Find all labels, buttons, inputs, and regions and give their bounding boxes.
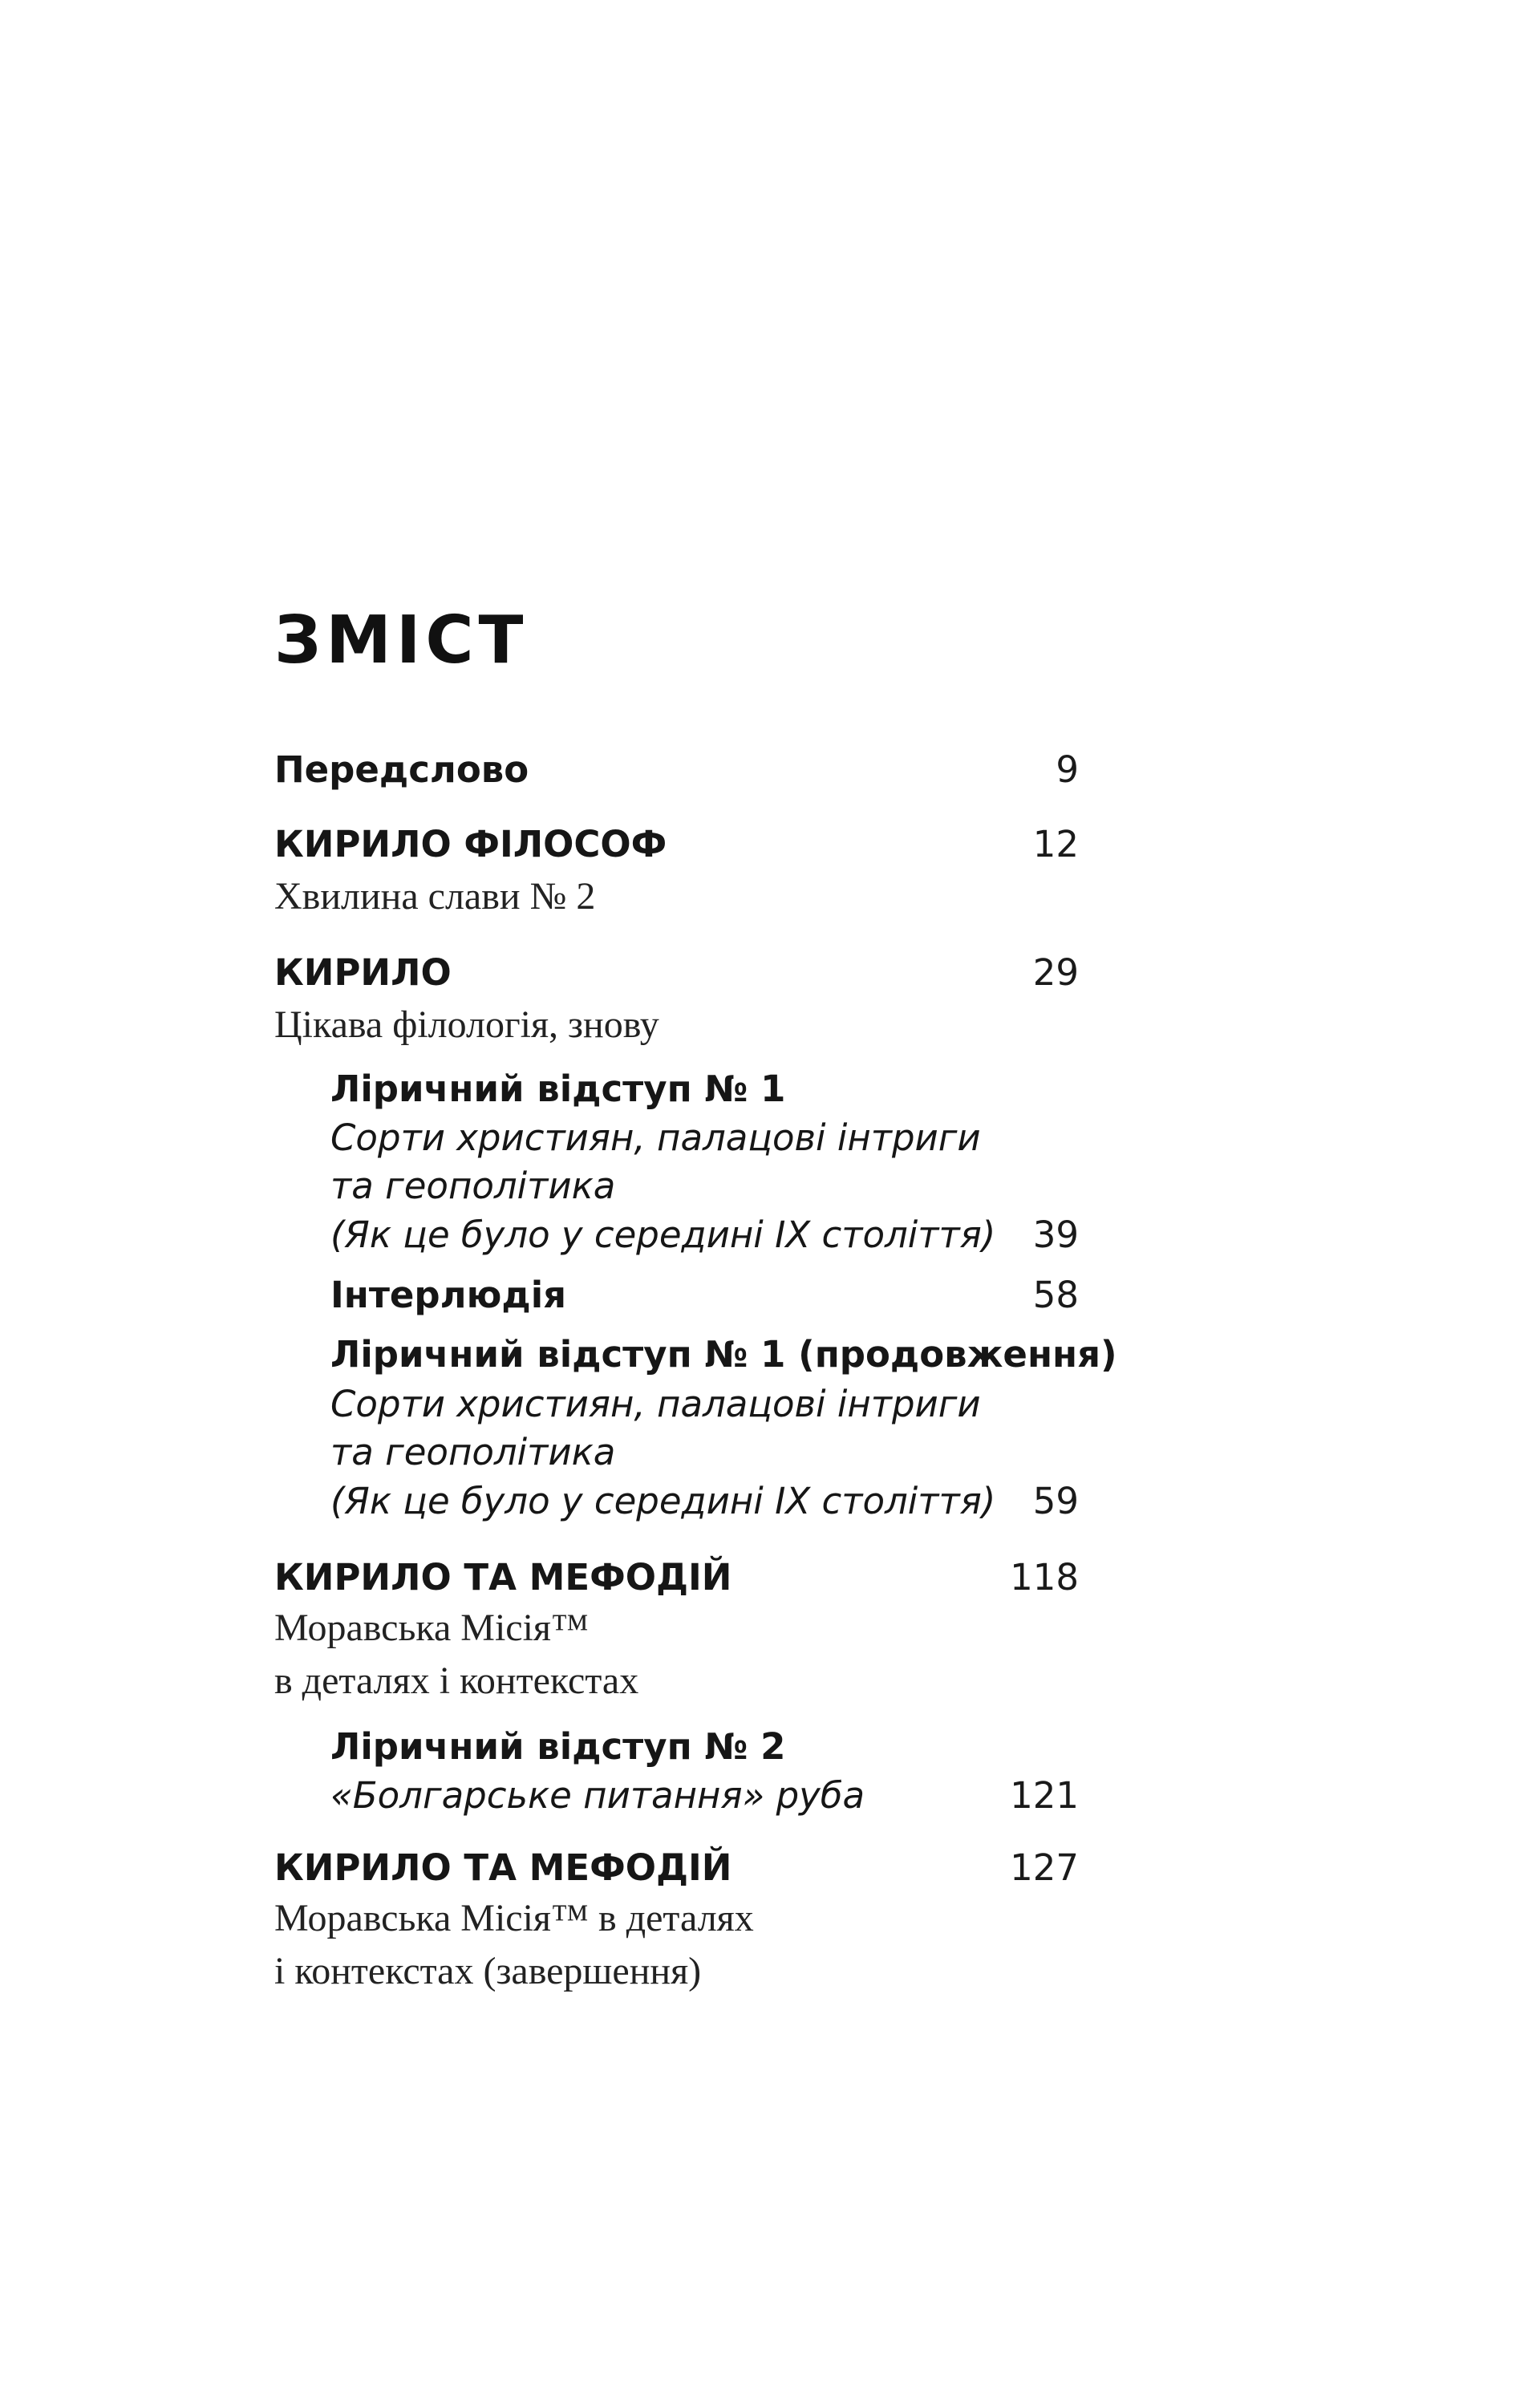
toc-subtitle: Моравська Місія™ (274, 1607, 590, 1649)
toc-description-line: та геополітика (330, 1431, 616, 1473)
toc-subtitle: Хвилина слави № 2 (274, 875, 596, 918)
toc-heading-section: Ліричний відступ № 2 (330, 1725, 786, 1768)
toc-subtitle: в деталях і контекстах (274, 1659, 639, 1702)
toc-description-line: та геополітика (330, 1165, 616, 1207)
toc-heading-chapter: КИРИЛО ФІЛОСОФ (274, 823, 667, 865)
toc-page-number: 58 (1032, 1274, 1079, 1316)
toc-heading-chapter: КИРИЛО (274, 951, 452, 994)
toc-heading-section: Інтерлюдія (330, 1274, 567, 1316)
toc-description-line: Сорти християн, палацові інтриги (330, 1383, 981, 1425)
toc-subtitle: Моравська Місія™ в деталях (274, 1897, 754, 1939)
toc-page-number: 127 (1010, 1846, 1079, 1889)
toc-page-number: 118 (1010, 1556, 1079, 1599)
toc-page-number: 39 (1032, 1214, 1079, 1256)
toc-heading-section: Ліричний відступ № 1 (продовження) (330, 1333, 1117, 1376)
toc-page-number: 9 (1056, 748, 1079, 791)
toc-page-number: 59 (1032, 1480, 1079, 1522)
toc-description-line: (Як це було у середині IX століття) (330, 1480, 996, 1522)
toc-page-number: 12 (1032, 823, 1079, 865)
toc-heading-chapter: КИРИЛО ТА МЕФОДІЙ (274, 1846, 732, 1889)
page-title: ЗМІСТ (274, 602, 529, 679)
toc-page-number: 121 (1010, 1774, 1079, 1817)
toc-description-line: Сорти християн, палацові інтриги (330, 1116, 981, 1159)
toc-subtitle: Цікава філологія, знову (274, 1003, 659, 1046)
toc-subtitle: і контекстах (завершення) (274, 1950, 702, 1992)
toc-heading-chapter: КИРИЛО ТА МЕФОДІЙ (274, 1556, 732, 1599)
toc-heading-foreword: Передслово (274, 748, 529, 791)
toc-heading-section: Ліричний відступ № 1 (330, 1068, 786, 1110)
toc-description-line: «Болгарське питання» руба (330, 1774, 865, 1817)
toc-page-number: 29 (1032, 951, 1079, 994)
toc-description-line: (Як це було у середині IX століття) (330, 1214, 996, 1256)
